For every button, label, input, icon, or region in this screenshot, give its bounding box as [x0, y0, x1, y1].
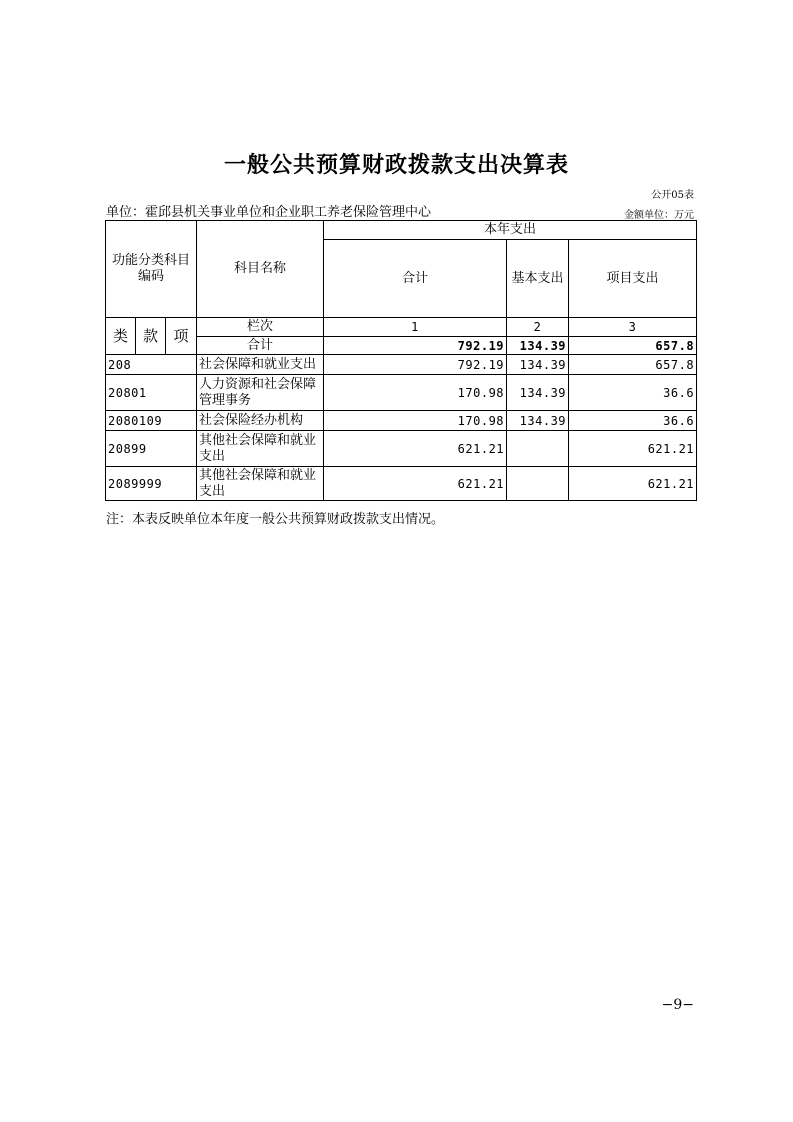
row-basic	[507, 431, 569, 467]
row-code: 20801	[106, 375, 197, 411]
kuan-header: 款	[136, 318, 166, 355]
row-project: 36.6	[569, 411, 697, 431]
row-project: 621.21	[569, 431, 697, 467]
row-basic: 134.39	[507, 375, 569, 411]
total-header: 合计	[324, 240, 507, 318]
row-total: 170.98	[324, 375, 507, 411]
subject-name-header: 科目名称	[197, 221, 324, 318]
row-total: 621.21	[324, 431, 507, 467]
row-code: 2080109	[106, 411, 197, 431]
sum-basic: 134.39	[507, 337, 569, 355]
row-name: 其他社会保障和就业支出	[197, 431, 324, 467]
row-code: 208	[106, 355, 197, 375]
expenditure-table	[105, 220, 697, 501]
row-total: 170.98	[324, 411, 507, 431]
column-order-label: 栏次	[197, 318, 324, 337]
table-row	[106, 411, 697, 431]
row-basic: 134.39	[507, 355, 569, 375]
current-year-header: 本年支出	[324, 221, 697, 240]
row-project: 621.21	[569, 467, 697, 501]
row-name: 社会保险经办机构	[197, 411, 324, 431]
table-row	[106, 375, 697, 411]
row-basic: 134.39	[507, 411, 569, 431]
row-code: 2089999	[106, 467, 197, 501]
row-project: 657.8	[569, 355, 697, 375]
row-name: 其他社会保障和就业支出	[197, 467, 324, 501]
basic-header: 基本支出	[507, 240, 569, 318]
col-index-2: 2	[507, 318, 569, 337]
row-total: 621.21	[324, 467, 507, 501]
row-basic	[507, 467, 569, 501]
form-code: 公开05表	[651, 190, 694, 201]
project-header: 项目支出	[569, 240, 697, 318]
unit-label: 单位：霍邱县机关事业单位和企业职工养老保险管理中心	[106, 205, 432, 220]
row-name: 社会保障和就业支出	[197, 355, 324, 375]
row-project: 36.6	[569, 375, 697, 411]
xiang-header: 项	[166, 318, 197, 355]
func-code-header: 功能分类科目编码	[106, 221, 197, 318]
col-index-1: 1	[324, 318, 507, 337]
sum-project: 657.8	[569, 337, 697, 355]
row-total: 792.19	[324, 355, 507, 375]
table-row	[106, 355, 697, 375]
amount-unit: 金额单位：万元	[624, 210, 694, 221]
row-name: 人力资源和社会保障管理事务	[197, 375, 324, 411]
lei-header: 类	[106, 318, 136, 355]
table-row	[106, 467, 697, 501]
sum-row-label: 合计	[197, 337, 324, 355]
page-number: −9−	[661, 997, 694, 1013]
col-index-3: 3	[569, 318, 697, 337]
table-row	[106, 431, 697, 467]
page-title: 一般公共预算财政拨款支出决算表	[223, 152, 569, 178]
table-note: 注：本表反映单位本年度一般公共预算财政拨款支出情况。	[106, 512, 445, 527]
row-code: 20899	[106, 431, 197, 467]
sum-total: 792.19	[324, 337, 507, 355]
